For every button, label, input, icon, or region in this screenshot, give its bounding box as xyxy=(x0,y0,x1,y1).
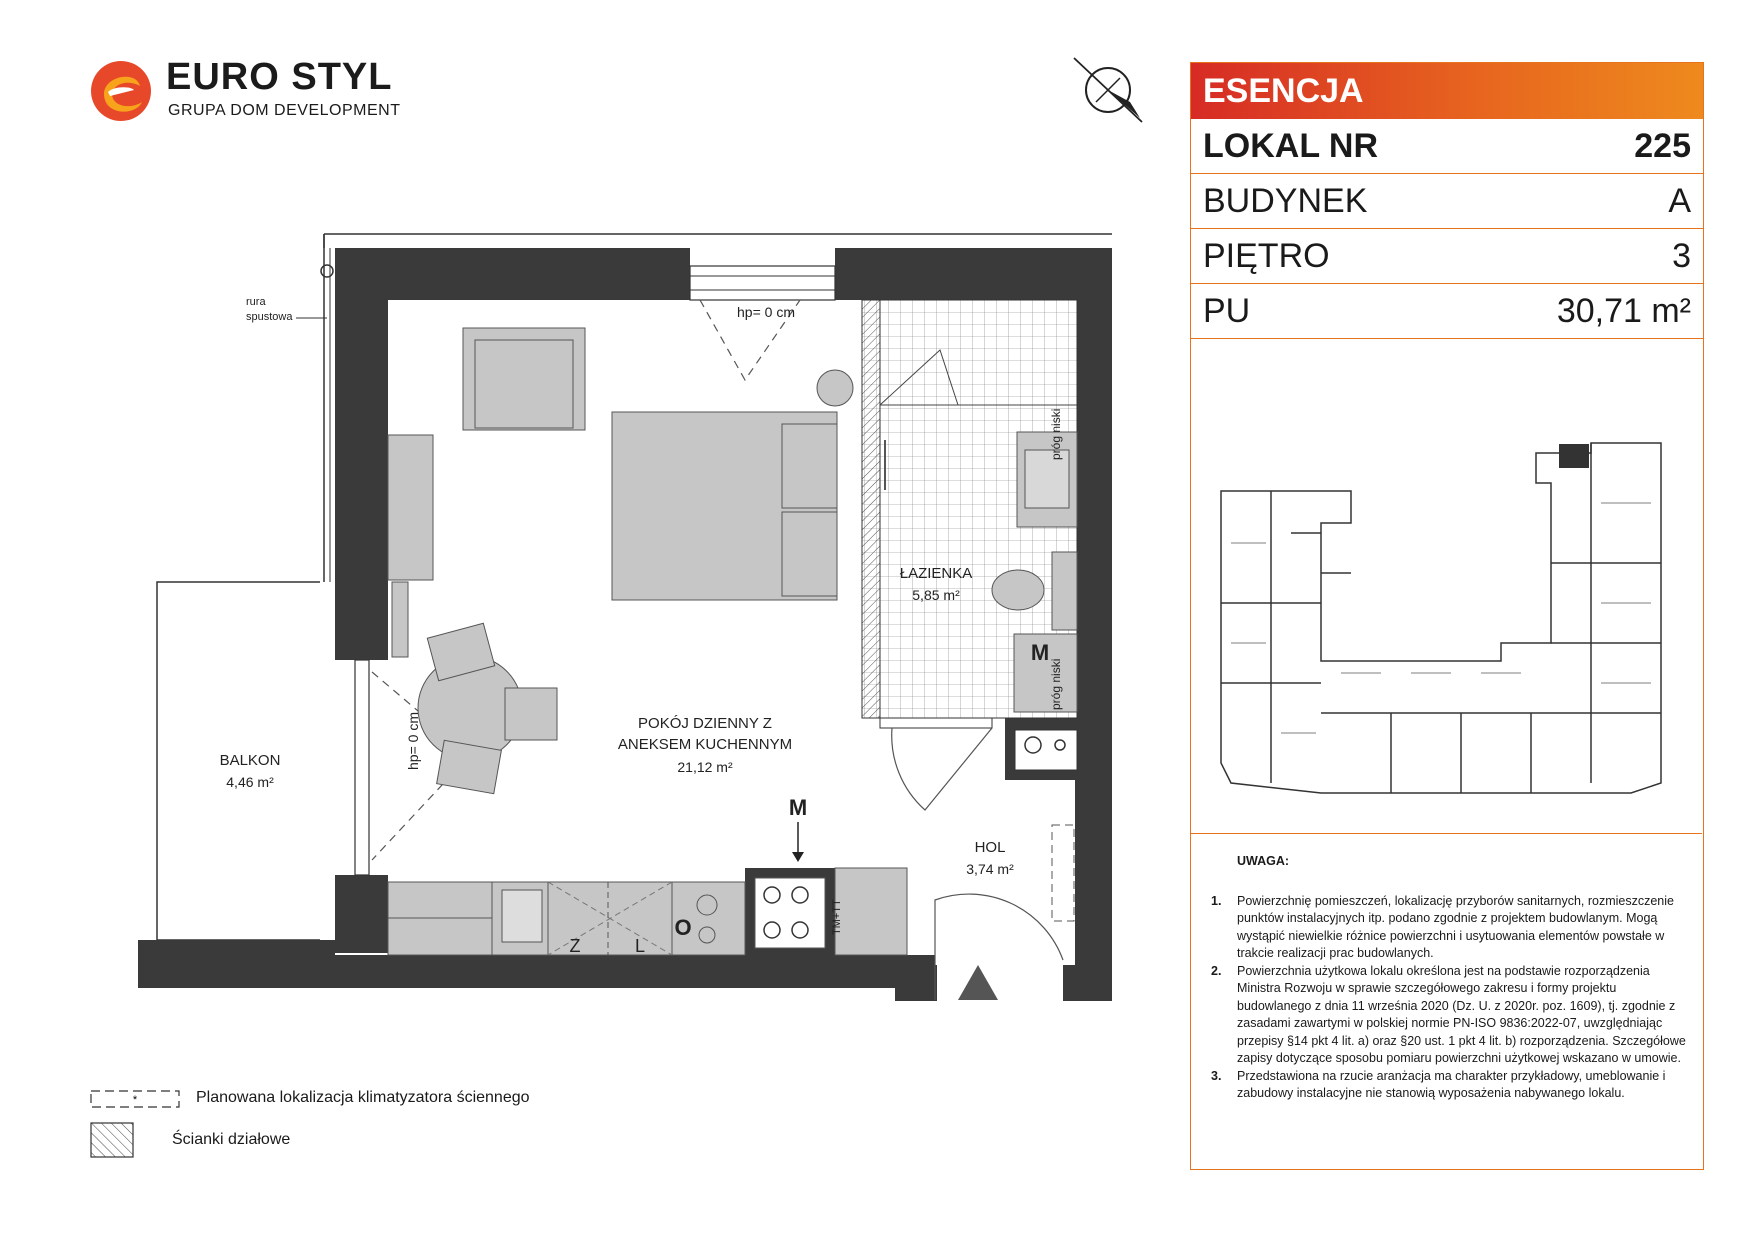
living-room-name-1: POKÓJ DZIENNY Z xyxy=(638,715,772,732)
building-key-plan xyxy=(1191,343,1702,834)
info-row-area xyxy=(1191,284,1703,339)
balcony-name: BALKON xyxy=(219,752,281,769)
info-label-area: PU xyxy=(1203,291,1251,330)
info-label-floor: PIĘTRO xyxy=(1203,236,1330,275)
brand-name: EURO STYL xyxy=(166,56,393,98)
meter-arrow-head xyxy=(792,852,804,862)
bathroom-area: 5,85 m² xyxy=(912,587,960,603)
info-row-building xyxy=(1191,174,1703,229)
balcony-area: 4,46 m² xyxy=(226,774,274,790)
info-box xyxy=(1190,62,1704,1170)
note-number: 2. xyxy=(1211,963,1222,978)
sill-left-label: hp= 0 cm xyxy=(405,712,421,770)
notes xyxy=(1211,853,1691,1103)
note-text: Powierzchnię pomieszczeń, lokalizację przyborów sanitarnych, rozmieszczenie punktów instalacyjnych itp. podano zgodnie z projektem budowlanym. Mogą wystąpić niewielkie różnice powierzchni i usytuowania elementów powstałe w trakcie realizacji prac budowlanych. xyxy=(1237,893,1674,960)
furniture xyxy=(388,328,853,794)
note-number: 3. xyxy=(1211,1068,1222,1083)
legend-label-ac: Planowana lokalizacja klimatyzatora ściennego xyxy=(196,1089,530,1106)
meter-box-label: TM+TT xyxy=(831,899,843,935)
dishwasher-label: L xyxy=(634,936,646,956)
living-room-area: 21,12 m² xyxy=(677,759,733,775)
info-value-floor: 3 xyxy=(1672,236,1691,275)
notes-title: UWAGA: xyxy=(1237,854,1290,868)
ac-placeholder xyxy=(1052,825,1074,921)
info-value-building: A xyxy=(1668,181,1691,220)
info-label-building: BUDYNEK xyxy=(1203,181,1368,220)
info-value-apartment: 225 xyxy=(1634,126,1691,165)
fridge-label: Z xyxy=(569,936,581,956)
top-window xyxy=(690,266,835,380)
entrance-door xyxy=(935,894,1063,1000)
note-text: Powierzchnia użytkowa lokalu określona jest na podstawie rozporządzenia Ministra Rozwoju w sprawie szczegółowego zakresu i formy projektu budowlanego z dnia 11 września 2020 (Dz. U. z 2020r. poz. 1609), tj. zgodnie z zasadami zawartymi w polskiej normie PN-ISO 9836:2022-07, uwzględniając przepisy §14 pkt 4 lit. a) oraz §20 ust. 1 pkt 4 lit. b) rozporządzenia. Szczegółowe zapisy dotyczące sposobu pomiaru powierzchni użytkowej wskazano w umowie. xyxy=(1237,963,1686,1065)
highlighted-unit xyxy=(1559,444,1589,468)
note-item xyxy=(1211,1068,1691,1103)
dashed-rectangle-icon xyxy=(90,1088,182,1110)
project-name: ESENCJA xyxy=(1191,63,1703,119)
svg-text:*: * xyxy=(132,1094,138,1106)
meter-label-bathroom: M xyxy=(1030,640,1050,665)
low-threshold-label-2: próg niski xyxy=(1049,658,1063,710)
hatched-square-icon xyxy=(90,1122,134,1158)
info-row-floor xyxy=(1191,229,1703,284)
downpipe-label-1: rura xyxy=(246,296,266,308)
low-threshold-label-1: próg niski xyxy=(1049,408,1063,460)
legend-label-partition: Ścianki działowe xyxy=(172,1131,291,1148)
oven-label: O xyxy=(674,915,692,940)
note-number: 1. xyxy=(1211,893,1222,908)
note-item xyxy=(1211,893,1691,963)
hall-name: HOL xyxy=(974,839,1006,856)
bathroom-name: ŁAZIENKA xyxy=(899,565,973,582)
sill-top-label: hp= 0 cm xyxy=(737,304,795,320)
bathroom-door xyxy=(880,718,992,810)
key-plan-drawing xyxy=(1191,343,1702,833)
note-text: Przedstawiona na rzucie aranżacja ma charakter przykładowy, umeblowanie i zabudowy instalacyjne nie stanowią wyposażenia nabywanego lokalu. xyxy=(1237,1068,1666,1100)
note-item xyxy=(1211,963,1691,1068)
installation-shaft xyxy=(1015,730,1077,770)
downpipe-marker xyxy=(321,265,333,277)
downpipe-label-2: spustowa xyxy=(246,311,293,323)
info-row-apartment xyxy=(1191,119,1703,174)
info-value-area: 30,71 m² xyxy=(1556,291,1691,330)
brand-subtitle: GRUPA DOM DEVELOPMENT xyxy=(168,102,401,119)
info-label-apartment: LOKAL NR xyxy=(1203,126,1379,165)
meter-label-kitchen: M xyxy=(788,795,808,820)
living-room-name-2: ANEKSEM KUCHENNYM xyxy=(617,736,793,753)
hall-area: 3,74 m² xyxy=(966,861,1014,877)
